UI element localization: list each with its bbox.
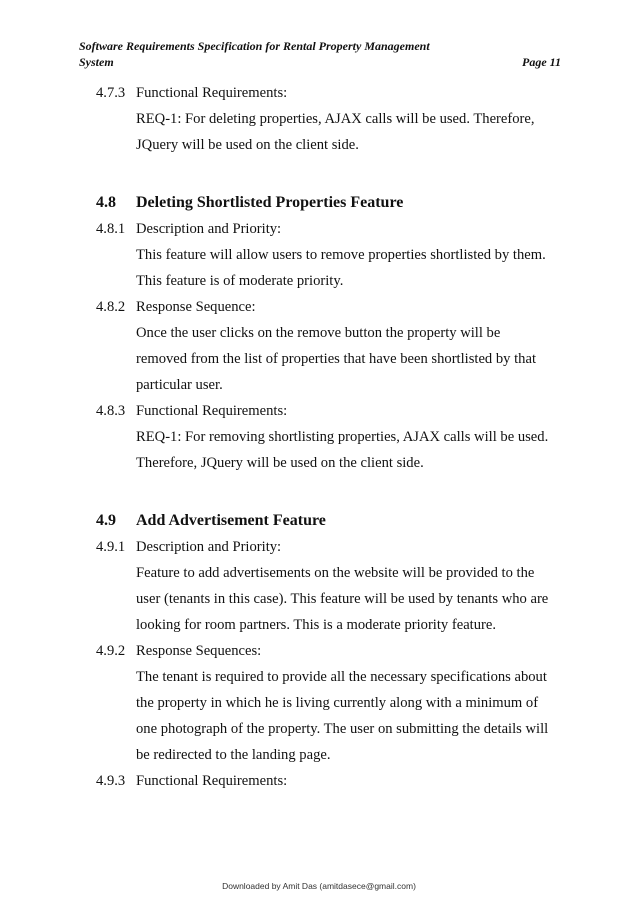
paragraph-line: JQuery will be used on the client side. <box>136 137 359 153</box>
subsection-title: Functional Requirements: <box>136 85 288 101</box>
subsection-number: 4.8.3 <box>96 403 126 419</box>
paragraph-line: looking for room partners. This is a moderate priority feature. <box>136 617 497 633</box>
paragraph-line: REQ-1: For deleting properties, AJAX calls will be used. Therefore, <box>136 111 535 127</box>
subsection-heading <box>96 398 566 424</box>
subsection-number: 4.9.2 <box>96 643 126 659</box>
subsection-number: 4.7.3 <box>96 85 126 101</box>
paragraph-line: This feature will allow users to remove properties shortlisted by them. <box>136 247 546 263</box>
subsection-title: Description and Priority: <box>136 221 282 237</box>
subsection-heading <box>96 294 566 320</box>
section-number: 4.8 <box>96 194 116 211</box>
subsection-title: Functional Requirements: <box>136 773 288 789</box>
paragraph-line: be redirected to the landing page. <box>136 747 331 763</box>
paragraph-line: one photograph of the property. The user on submitting the details will <box>136 721 549 737</box>
paragraph-line: Therefore, JQuery will be used on the client side. <box>136 455 424 471</box>
subsection-title: Functional Requirements: <box>136 403 288 419</box>
subsection-number: 4.9.1 <box>96 539 126 555</box>
paragraph-line: Feature to add advertisements on the website will be provided to the <box>136 565 535 581</box>
section-number: 4.9 <box>96 512 116 529</box>
paragraph-line: removed from the list of properties that have been shortlisted by that <box>136 351 537 367</box>
download-footer: Downloaded by Amit Das (amitdasece@gmail.com) <box>222 881 416 891</box>
paragraph-line: The tenant is required to provide all the necessary specifications about <box>136 669 547 685</box>
subsection-number: 4.8.2 <box>96 299 126 315</box>
page-header <box>79 38 561 70</box>
section-title: Add Advertisement Feature <box>136 512 326 529</box>
paragraph-line: This feature is of moderate priority. <box>136 273 344 289</box>
subsection-heading <box>96 638 566 664</box>
subsection-number: 4.8.1 <box>96 221 126 237</box>
subsection-title: Response Sequences: <box>136 643 262 659</box>
header-title-line1: Software Requirements Specification for Rental Property Management <box>79 39 430 53</box>
paragraph-line: the property in which he is living currently along with a minimum of <box>136 695 539 711</box>
subsection-number: 4.9.3 <box>96 773 126 789</box>
paragraph-line: user (tenants in this case). This feature will be used by tenants who are <box>136 591 549 607</box>
subsection-heading <box>96 534 566 560</box>
section-heading <box>96 508 566 534</box>
paragraph-line: particular user. <box>136 377 223 393</box>
subsection-heading <box>96 768 566 794</box>
subsection-heading <box>96 80 566 106</box>
page-number: Page 11 <box>522 55 561 69</box>
paragraph-line: REQ-1: For removing shortlisting properties, AJAX calls will be used. <box>136 429 549 445</box>
subsection-heading <box>96 216 566 242</box>
section-heading <box>96 190 566 216</box>
subsection-title: Description and Priority: <box>136 539 282 555</box>
subsection-title: Response Sequence: <box>136 299 256 315</box>
document-body <box>96 80 566 794</box>
header-title-line2: System <box>79 55 114 69</box>
paragraph-line: Once the user clicks on the remove button the property will be <box>136 325 501 341</box>
section-title: Deleting Shortlisted Properties Feature <box>136 194 404 211</box>
